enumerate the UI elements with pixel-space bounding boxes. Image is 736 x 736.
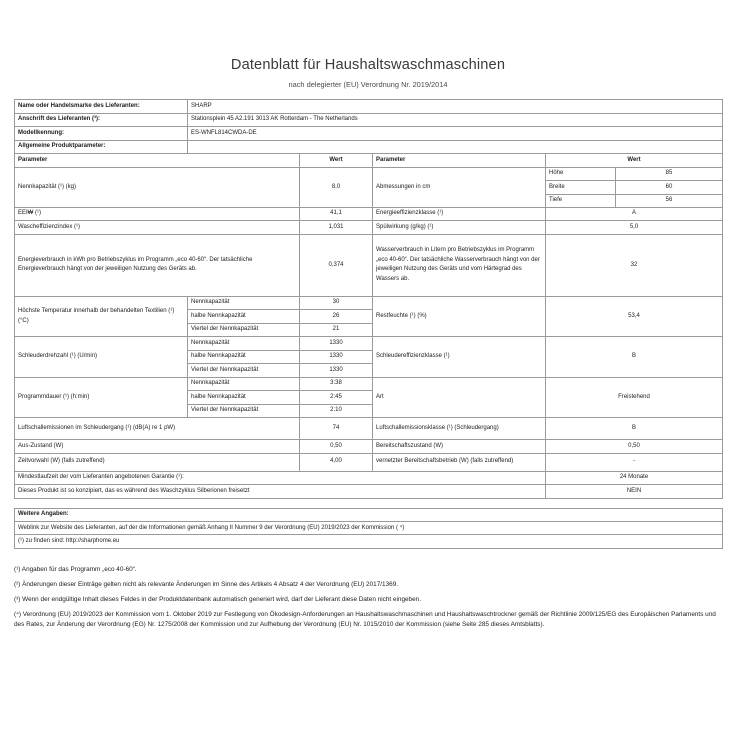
- general-parameters-label: Allgemeine Produktparameter:: [15, 140, 188, 153]
- off-mode-value: 0,50: [300, 440, 373, 453]
- page-subtitle: nach delegierter (EU) Verordnung Nr. 2019/2014: [288, 80, 448, 90]
- supplier-address-label: Anschrift des Lieferanten (³):: [15, 113, 188, 126]
- noise-class-value: B: [546, 418, 723, 440]
- table-row-warranty: [15, 471, 723, 484]
- supplier-name-label: Name oder Handelsmarke des Lieferanten:: [15, 100, 188, 113]
- networked-standby-value: -: [546, 453, 723, 471]
- table-row-eei: [15, 207, 723, 220]
- specification-table: [14, 99, 723, 498]
- column-header-parameter-left: Parameter: [15, 154, 300, 167]
- table-row-general-parameters: [15, 140, 723, 153]
- washing-efficiency-label: Wascheffizienzindex (¹): [15, 221, 300, 234]
- dimension-name-width: Breite: [546, 181, 616, 194]
- footnote-2: (²) Änderungen dieser Einträge gelten nicht als relevante Änderungen im Sinne des Artikels 4 Absatz 4 der Verordnung (EU) 2017/1369.: [14, 581, 399, 589]
- energy-class-label: Energieeffizienzklasse (¹): [373, 207, 546, 220]
- off-mode-label: Aus-Zustand (W): [15, 440, 300, 453]
- spin-speed-name-quarter: Viertel der Nennkapazität: [188, 364, 300, 377]
- program-duration-label: Programmdauer (¹) (h:min): [15, 377, 188, 417]
- energy-consumption-label: Energieverbrauch in kWh pro Betriebszyklus im Programm „eco 40-60“. Der tatsächliche Energieverbrauch hängt von der jeweiligen Nutzung des Geräts ab.: [15, 234, 300, 296]
- table-row-airborne-noise: [15, 418, 723, 440]
- dimension-value-height: 85: [616, 167, 723, 180]
- standby-mode-value: 0,50: [546, 440, 723, 453]
- type-label: Art: [373, 377, 546, 417]
- footnote-1: (¹) Angaben für das Programm „eco 40-60“.: [14, 565, 137, 573]
- spin-speed-value-quarter: 1330: [300, 364, 373, 377]
- delay-start-value: 4,00: [300, 453, 373, 471]
- table-row-delay-start: [15, 453, 723, 471]
- column-header-value-left: Wert: [300, 154, 373, 167]
- duration-name-rated: Nennkapazität: [188, 377, 300, 390]
- max-temp-name-rated: Nennkapazität: [188, 296, 300, 309]
- footnote-3: (³) Wenn der endgültige Inhalt dieses Feldes in der Produktdatenbank automatisch generiert wird, darf der Lieferant diese Daten nicht eingeben.: [14, 596, 421, 604]
- table-row-silver-ions: [15, 485, 723, 498]
- max-temperature-label: Höchste Temperatur innerhalb der behandelten Textilien (¹) (°C): [15, 296, 188, 336]
- table-row-consumption: [15, 234, 723, 296]
- max-temp-value-quarter: 21: [300, 323, 373, 336]
- spin-speed-name-half: halbe Nennkapazität: [188, 350, 300, 363]
- general-parameters-value: [188, 140, 723, 153]
- footnotes: [14, 549, 722, 630]
- duration-name-quarter: Viertel der Nennkapazität: [188, 404, 300, 417]
- spin-speed-value-half: 1330: [300, 350, 373, 363]
- warranty-label: Mindestlaufzeit der vom Lieferanten angebotenen Garantie (¹):: [15, 471, 546, 484]
- further-info-heading-row: [15, 508, 723, 521]
- eei-label: EEI₩ (¹): [15, 207, 300, 220]
- table-row-max-temp-rated: [15, 296, 723, 309]
- water-consumption-label: Wasserverbrauch in Litern pro Betriebszyklus im Programm „eco 40-60“. Der tatsächliche Wasserverbrauch hängt von der jeweiligen Nutzung des Geräts und vom Härtegrad des Wassers ab.: [373, 234, 546, 296]
- energy-class-value: A: [546, 207, 723, 220]
- weblink-line-2[interactable]: (¹) zu finden sind: http://sharphome.eu: [15, 535, 723, 548]
- rated-capacity-value: 8,0: [300, 167, 373, 207]
- max-temp-name-half: halbe Nennkapazität: [188, 310, 300, 323]
- dimensions-label: Abmessungen in cm: [373, 167, 546, 207]
- residual-moisture-value: 53,4: [546, 296, 723, 336]
- rinsing-effectiveness-value: 5,0: [546, 221, 723, 234]
- max-temp-value-rated: 30: [300, 296, 373, 309]
- airborne-noise-value: 74: [300, 418, 373, 440]
- duration-value-rated: 3:38: [300, 377, 373, 390]
- delay-start-label: Zeitvorwahl (W) (falls zutreffend): [15, 453, 300, 471]
- further-info-weblink-row-1: [15, 522, 723, 535]
- page-title: Datenblatt für Haushaltswaschmaschinen: [230, 57, 506, 73]
- spin-speed-label: Schleuderdrehzahl (¹) (U/min): [15, 337, 188, 377]
- dimension-value-width: 60: [616, 181, 723, 194]
- table-row-washing-efficiency: [15, 221, 723, 234]
- table-row-supplier-name: [15, 100, 723, 113]
- rinsing-effectiveness-label: Spülwirkung (g/kg) (¹): [373, 221, 546, 234]
- airborne-noise-label: Luftschallemissionen im Schleudergang (¹) (dB(A) re 1 pW): [15, 418, 300, 440]
- spin-speed-name-rated: Nennkapazität: [188, 337, 300, 350]
- model-value: ES-WNFL814CWDA-DE: [188, 127, 723, 140]
- table-row-off-mode: [15, 440, 723, 453]
- duration-value-quarter: 2:10: [300, 404, 373, 417]
- table-header-row: [15, 154, 723, 167]
- warranty-value: 24 Monate: [546, 471, 723, 484]
- column-header-value-right: Wert: [546, 154, 723, 167]
- eei-value: 41,1: [300, 207, 373, 220]
- supplier-address-value: Stationsplein 45 A2.191 3013 AK Rotterdam - The Netherlands: [188, 113, 723, 126]
- model-label: Modellkennung:: [15, 127, 188, 140]
- spin-efficiency-class-value: B: [546, 337, 723, 377]
- footnote-4: (⁴) Verordnung (EU) 2019/2023 der Kommission vom 1. Oktober 2019 zur Festlegung von Ökodesign-Anforderungen an Haushaltswaschmaschinen und Haushaltswaschtrockner gemäß der Richtlinie 2009/125/EG des Europäischen Parlaments und des Rates, zur Änderung der Verordnung (EG) Nr. 1275/2008 der Kommission und zur Aufhebung der Verordnung (EU) Nr. 1015/2010 der Kommission (siehe Seite 285 dieses Amtsblatts).: [14, 611, 716, 628]
- energy-consumption-value: 0,374: [300, 234, 373, 296]
- dimension-name-height: Höhe: [546, 167, 616, 180]
- table-row-spin-speed-rated: [15, 337, 723, 350]
- silver-ions-label: Dieses Produkt ist so konzipiert, das es während des Waschzyklus Silberionen freisetzt: [15, 485, 546, 498]
- duration-value-half: 2:45: [300, 391, 373, 404]
- dimension-value-depth: 56: [616, 194, 723, 207]
- table-row-model: [15, 127, 723, 140]
- further-info-heading: Weitere Angaben:: [15, 508, 723, 521]
- networked-standby-label: vernetzter Bereitschaftsbetrieb (W) (falls zutreffend): [373, 453, 546, 471]
- silver-ions-value: NEIN: [546, 485, 723, 498]
- table-row-rated-capacity-height: [15, 167, 723, 180]
- further-info-weblink-row-2: [15, 535, 723, 548]
- duration-name-half: halbe Nennkapazität: [188, 391, 300, 404]
- table-row-supplier-address: [15, 113, 723, 126]
- type-value: Freistehend: [546, 377, 723, 417]
- residual-moisture-label: Restfeuchte (¹) (%): [373, 296, 546, 336]
- table-gap: [14, 499, 722, 508]
- rated-capacity-label: Nennkapazität (¹) (kg): [15, 167, 300, 207]
- weblink-line-1: Weblink zur Website des Lieferanten, auf der die Informationen gemäß Anhang II Nummer 9 der Verordnung (EU) 2019/2023 der Kommission ( ⁴): [15, 522, 723, 535]
- standby-mode-label: Bereitschaftszustand (W): [373, 440, 546, 453]
- column-header-parameter-right: Parameter: [373, 154, 546, 167]
- washing-efficiency-value: 1,031: [300, 221, 373, 234]
- table-row-duration-rated: [15, 377, 723, 390]
- supplier-name-value: SHARP: [188, 100, 723, 113]
- further-information-table: [14, 508, 723, 549]
- spin-speed-value-rated: 1330: [300, 337, 373, 350]
- water-consumption-value: 32: [546, 234, 723, 296]
- spin-efficiency-class-label: Schleudereffizienzklasse (¹): [373, 337, 546, 377]
- max-temp-name-quarter: Viertel der Nennkapazität: [188, 323, 300, 336]
- dimension-name-depth: Tiefe: [546, 194, 616, 207]
- max-temp-value-half: 26: [300, 310, 373, 323]
- noise-class-label: Luftschallemissionsklasse (¹) (Schleudergang): [373, 418, 546, 440]
